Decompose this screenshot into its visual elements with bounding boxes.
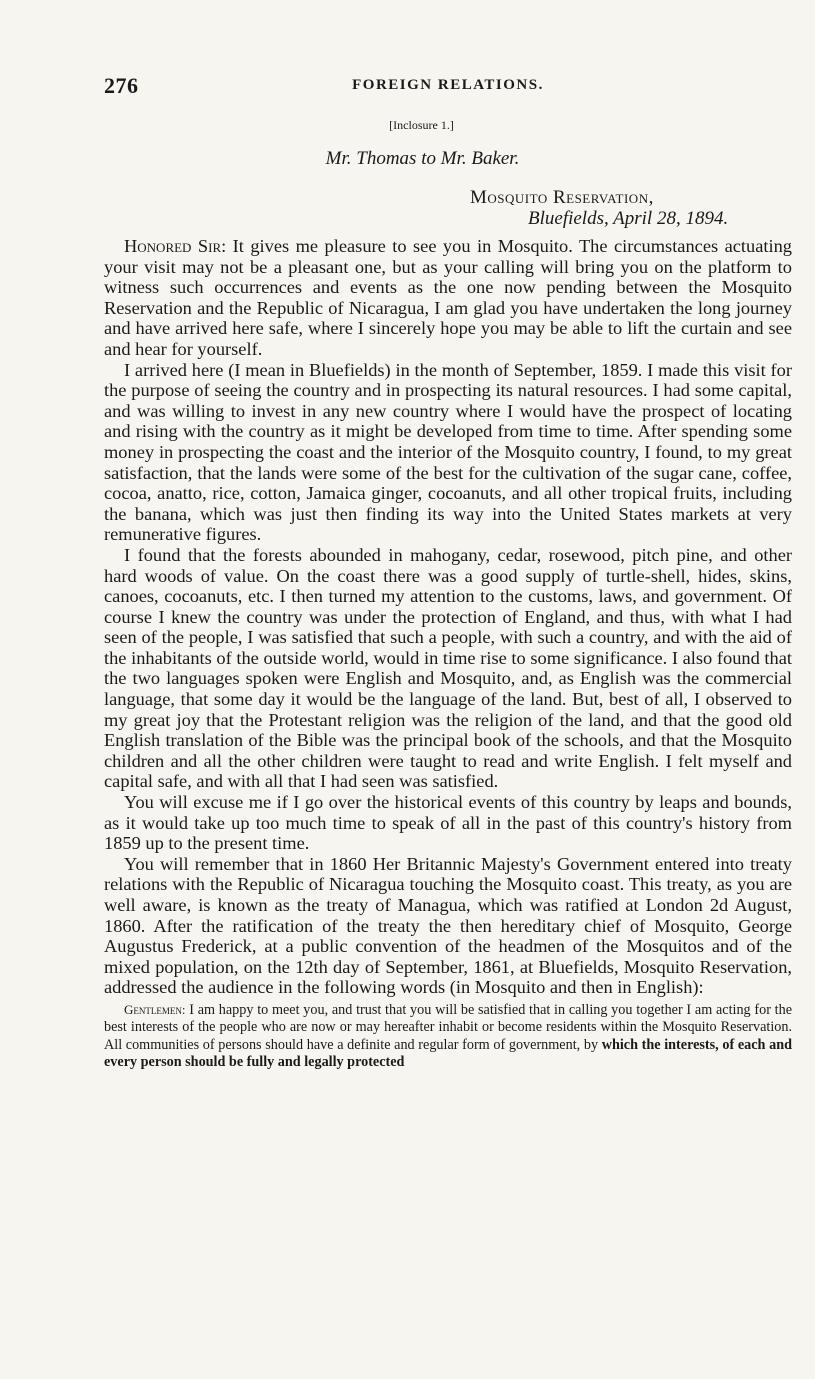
paragraph xyxy=(104,236,792,360)
inclosure-label: [Inclosure 1.] xyxy=(389,118,454,132)
letter-place: Mosquito Reservation, xyxy=(470,187,654,208)
quoted-address xyxy=(104,1001,792,1072)
paragraph-text: It gives me pleasure to see you in Mosquito. The circumstances actuating your visit may not be a pleasant one, but as your calling will bring you on the platform to witness such occurrences and events as the one now pending between the Mosquito Reservation and the Republic of Nicaragua, I am glad you have undertaken the long journey and have arrived here safe, where I sincerely hope you may be able to lift the curtain and see and hear for yourself. xyxy=(104,236,792,359)
salutation: Honored Sir: xyxy=(124,236,227,256)
letter-title: Mr. Thomas to Mr. Baker. xyxy=(325,148,520,169)
paragraph: You will remember that in 1860 Her Britannic Majesty's Government entered into treaty relations with the Republic of Nicaragua touching the Mosquito coast. This treaty, as you are well aware, is known as the treaty of Managua, which was ratified at London 2d August, 1860. After the ratification of the treaty the then hereditary chief of Mosquito, George Augustus Frederick, at a public convention of the headmen of the Mosquitos and of the mixed population, on the 12th day of September, 1861, at Bluefields, Mosquito Reservation, addressed the audience in the following words (in Mosquito and then in English): xyxy=(104,853,792,998)
quote-last-line: which the interests, of each and every person should be fully and legally protected xyxy=(104,1036,792,1071)
paragraph: I found that the forests abounded in mahogany, cedar, rosewood, pitch pine, and other hard woods of value. On the coast there was a good supply of turtle-shell, hides, skins, canoes, cocoanuts, etc. I then turned my attention to the customs, laws, and government. Of course I knew the country was under the protection of England, and thus, with what I had seen of the people, I was satisfied that such a people, with such a country, and with the aid of the inhabitants of the outside world, would in time rise to some significance. I also found that the two languages spoken were English and Mosquito, and, as English was the commercial language, that some day it would be the language of the land. But, best of all, I observed to my great joy that the Protestant religion was the religion of the land, and that the good old English translation of the Bible was the principal book of the schools, and that the Mosquito children and all the other children were taught to read and write English. I felt myself and capital safe, and with all that I had seen was satisfied. xyxy=(104,544,792,792)
page-header xyxy=(104,73,792,101)
paragraph: You will excuse me if I go over the historical events of this country by leaps and bounds, as it would take up too much time to speak of all in the past of this country's history from 1859 up to the present time. xyxy=(104,792,792,854)
paragraph: I arrived here (I mean in Bluefields) in the month of September, 1859. I made this visit for the purpose of seeing the country and in prospecting its natural resources. I had some capital, and was willing to invest in any new country where I would have the prospect of locating and rising with the country as it might be developed from time to time. After spending some money in prospecting the coast and the interior of the Mosquito country, I found, to my great satisfaction, that the lands were some of the best for the cultivation of the sugar cane, coffee, cocoa, anatto, rice, cotton, Jamaica ginger, cocoanuts, and all other tropical fruits, including the banana, which was just then finding its way into the United States markets at very remunerative figures. xyxy=(104,359,792,545)
letter-date: Bluefields, April 28, 1894. xyxy=(528,208,729,229)
quote-salutation: Gentlemen: xyxy=(124,1001,186,1017)
letter-body xyxy=(104,236,792,1072)
page-number: 276 xyxy=(104,73,139,98)
running-head: FOREIGN RELATIONS. xyxy=(352,77,544,93)
quote-text: I am happy to meet you, and trust that you will be satisfied that in calling you together I am acting for the best interests of the people who are now or may hereafter inhabit or become residents within the Mosquito Reservation. All communities of persons should have a definite and regular form of government, by xyxy=(104,1001,792,1053)
